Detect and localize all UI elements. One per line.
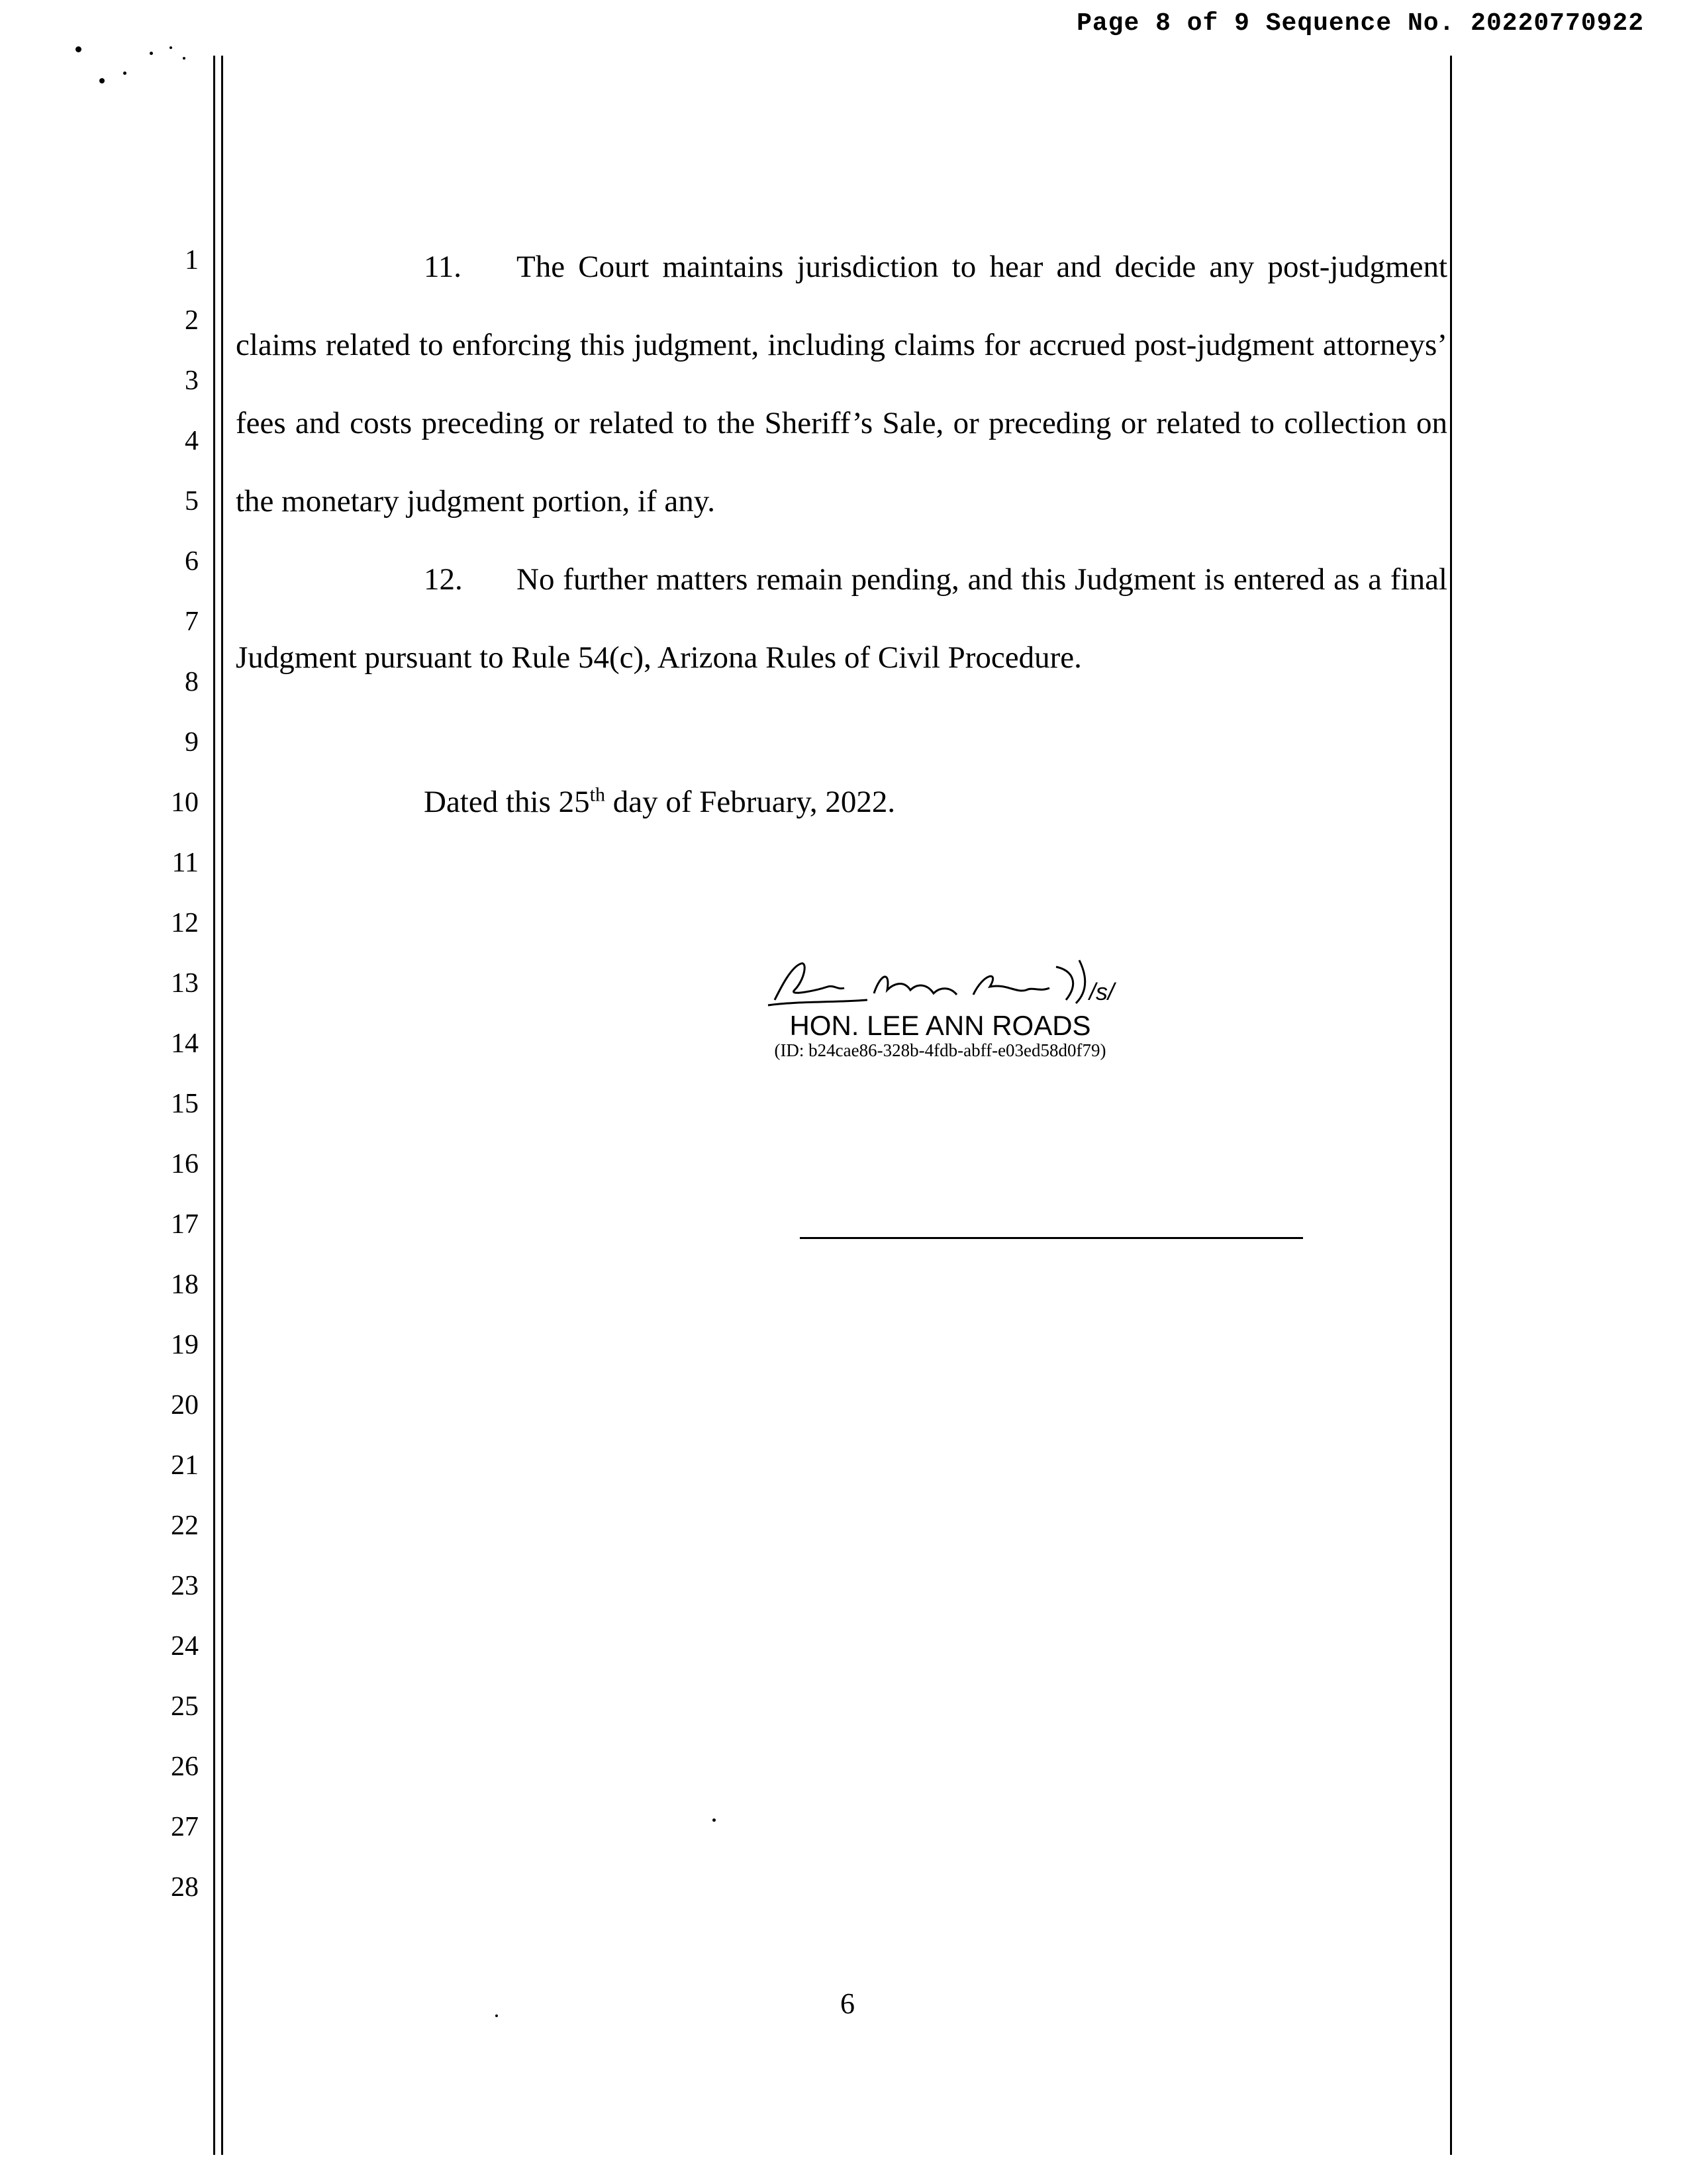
line-number: 5 — [185, 486, 199, 517]
scan-speck — [99, 78, 105, 83]
paragraph-number: 12. — [424, 562, 463, 597]
scan-speck — [183, 57, 185, 60]
dated-line: Dated this 25th day of February, 2022. — [424, 783, 896, 819]
line-number: 28 — [171, 1872, 199, 1903]
line-number: 20 — [171, 1390, 199, 1420]
line-number: 6 — [185, 546, 199, 577]
signature-id: (ID: b24cae86-328b-4fdb-abff-e03ed58d0f79) — [774, 1040, 1106, 1060]
line-number: 16 — [171, 1149, 199, 1179]
page-header: Page 8 of 9 Sequence No. 20220770922 — [1077, 9, 1644, 38]
line-number: 9 — [185, 727, 199, 758]
line-number: 8 — [185, 667, 199, 697]
right-margin-rule — [1450, 56, 1452, 2155]
line-number: 10 — [171, 787, 199, 818]
signer-name: HON. LEE ANN ROADS — [789, 1010, 1091, 1041]
line-number: 11 — [171, 848, 199, 878]
line-number: 18 — [171, 1269, 199, 1300]
line-number: 24 — [171, 1631, 199, 1662]
line-number: 13 — [171, 968, 199, 999]
left-margin-rule-outer — [213, 56, 215, 2155]
paragraph-text: No further matters remain pending, and this Judgment is entered as a final Judgment pursuant to Rule 54(c), Arizona Rules of Civil Procedure. — [236, 562, 1447, 675]
line-number: 14 — [171, 1028, 199, 1059]
line-number: 25 — [171, 1691, 199, 1722]
scan-speck — [150, 52, 153, 55]
line-number: 15 — [171, 1089, 199, 1119]
scan-speck — [712, 1818, 716, 1822]
page-number: 6 — [840, 1987, 855, 2020]
line-number: 27 — [171, 1812, 199, 1842]
scan-speck — [75, 46, 81, 52]
paragraph-text: The Court maintains jurisdiction to hear and decide any post-judgment claims related to enforcing this judgment, including claims for accrued post-judgment attorneys’ fees and costs preceding or related to the Sheriff’s Sale, or preceding or related to collection on the monetary judgment portion, if any. — [236, 250, 1447, 519]
line-number: 4 — [185, 426, 199, 456]
line-number: 12 — [171, 908, 199, 938]
left-margin-rule-inner — [221, 56, 223, 2155]
signature-underline — [800, 1237, 1303, 1239]
scan-speck — [495, 2014, 498, 2017]
handwritten-signature — [755, 954, 1126, 1009]
line-number: 1 — [185, 245, 199, 275]
scan-speck — [169, 46, 172, 49]
signature-block — [722, 954, 1159, 1061]
line-number: 26 — [171, 1752, 199, 1782]
paragraph-number: 11. — [424, 250, 462, 284]
line-number: 23 — [171, 1571, 199, 1601]
signature-mark: /s/ — [1089, 978, 1115, 1005]
line-number: 2 — [185, 305, 199, 336]
line-number: 3 — [185, 366, 199, 396]
paragraph-11 — [236, 228, 1447, 540]
line-number: 21 — [171, 1450, 199, 1481]
line-number: 19 — [171, 1330, 199, 1360]
scan-speck — [123, 72, 126, 75]
line-number: 7 — [185, 607, 199, 637]
line-number: 17 — [171, 1209, 199, 1240]
line-number: 22 — [171, 1511, 199, 1541]
paragraph-12 — [236, 540, 1447, 697]
